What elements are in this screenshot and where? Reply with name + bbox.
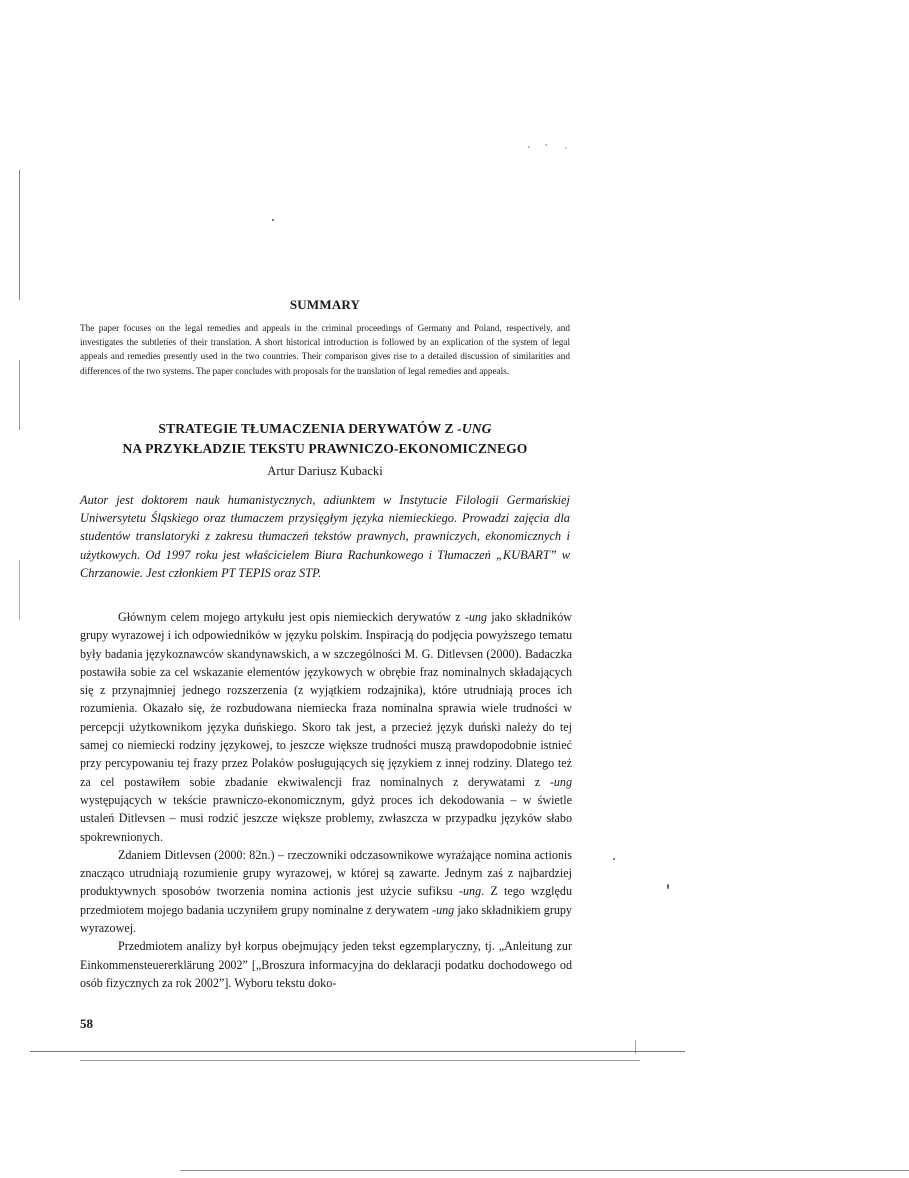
scan-speck xyxy=(272,219,274,221)
body-paragraph-3: Przedmiotem analizy był korpus obejmujący jeden tekst egzemplaryczny, tj. „Anleitung zur Einkommensteuererklärung 2002” [„Broszura informacyjna do deklaracji podatku dochodowego od osób fizycznych za rok 2002”]. Wyboru tekstu doko- xyxy=(80,939,572,990)
scan-speck xyxy=(545,144,547,146)
body-paragraph-1: Głównym celem mojego artykułu jest opis niemieckich derywatów z -ung jako składników grupy wyrazowej i ich odpowiedników w języku polskim. Inspiracją do podjęcia powyższego tematu były badania językoznawców skandynawskich, a w szczególności M. G. Ditlevsen (2000). Badaczka postawiła sobie za cel wskazanie elementów językowych w obrębie fraz nominalnych składających się z przynajmniej jednego rozszerzenia (z wyjątkiem rodzajnika), które utrudniają proces ich rozumienia. Okazało się, że rozbudowana niemiecka fraza nominalna sprawia wiele trudności w percepcji użytkownikom języka duńskiego. Skoro tak jest, a przecież język duński należy do tej samej co niemiecki rodziny językowej, to jeszcze większe trudności muszą prawdopodobnie istnieć przy percypowaniu tej frazy przez Polaków posługujących się językiem z innej rodziny. Dlatego też za cel postawiłem sobie zbadanie ekwiwalencji fraz nominalnych z derywatami z -ung występujących w tekście prawniczo-ekonomicznym, gdyż proces ich dekodowania – w świetle ustaleń Ditlevsen – musi rodzić jeszcze większe problemy, zwłaszcza w przypadku języków słabo spokrewnionych. xyxy=(80,610,572,844)
bottom-scan-line xyxy=(30,1051,685,1052)
article-title xyxy=(80,419,570,459)
author-bio-paragraph: Autor jest doktorem nauk humanistycznych, adiunktem w Instytucie Filologii Germańskiej Uniwersytetu Śląskiego oraz tłumaczem przysięgłym języka niemieckiego. Prowadzi zajęcia dla studentów translatoryki z zakresu tłumaczeń tekstów prawnych, prawniczych, ekonomicznych i użytkowych. Od 1997 roku jest właścicielem Biura Rachunkowego i Tłumaczeń „KUBART” w Chrzanowie. Jest członkiem PT TEPIS oraz STP. xyxy=(80,493,570,580)
scan-speck xyxy=(565,147,567,149)
author-bio xyxy=(80,491,570,582)
summary-text xyxy=(80,321,570,378)
left-margin-scan-line xyxy=(19,560,20,620)
left-margin-scan-line xyxy=(19,360,20,430)
body-paragraph-2: Zdaniem Ditlevsen (2000: 82n.) – rzeczowniki odczasownikowe wyrażające nomina actionis znacząco utrudniają rozumienie grupy wyrazowej, w której są zawarte. Jednym zaś z najbardziej produktywnych sposobów tworzenia nomina actionis jest użycie sufiksu -ung. Z tego względu przedmiotem mojego badania uczyniłem grupy nominalne z derywatem -ung jako składnikiem grupy wyrazowej. xyxy=(80,847,572,936)
bottom-scan-line xyxy=(80,1060,640,1061)
scan-speck xyxy=(613,858,615,860)
article-body xyxy=(80,608,572,992)
left-margin-scan-line xyxy=(19,170,20,300)
summary-paragraph: The paper focuses on the legal remedies and appeals in the criminal proceedings of Germany and Poland, respectively, and investigates the subtleties of their translation. A short historical introduction is followed by an explication of the system of legal appeals and remedies presently used in the two countries. Their comparison gives rise to a detailed discussion of similarities and differences of the two systems. The paper concludes with proposals for the translation of legal remedies and appeals. xyxy=(80,323,570,376)
summary-heading: SUMMARY xyxy=(289,297,361,312)
article-title-line-2: NA PRZYKŁADZIE TEKSTU PRAWNICZO-EKONOMICZNEGO xyxy=(122,441,528,456)
author-name: Artur Dariusz Kubacki xyxy=(267,464,383,478)
bottom-scan-line xyxy=(180,1170,909,1171)
page-number: 58 xyxy=(80,1016,93,1031)
article-title-line-1: STRATEGIE TŁUMACZENIA DERYWATÓW Z -UNG xyxy=(158,421,492,436)
scan-speck xyxy=(667,884,669,889)
scan-speck xyxy=(528,146,530,148)
bottom-scan-line xyxy=(635,1040,636,1054)
